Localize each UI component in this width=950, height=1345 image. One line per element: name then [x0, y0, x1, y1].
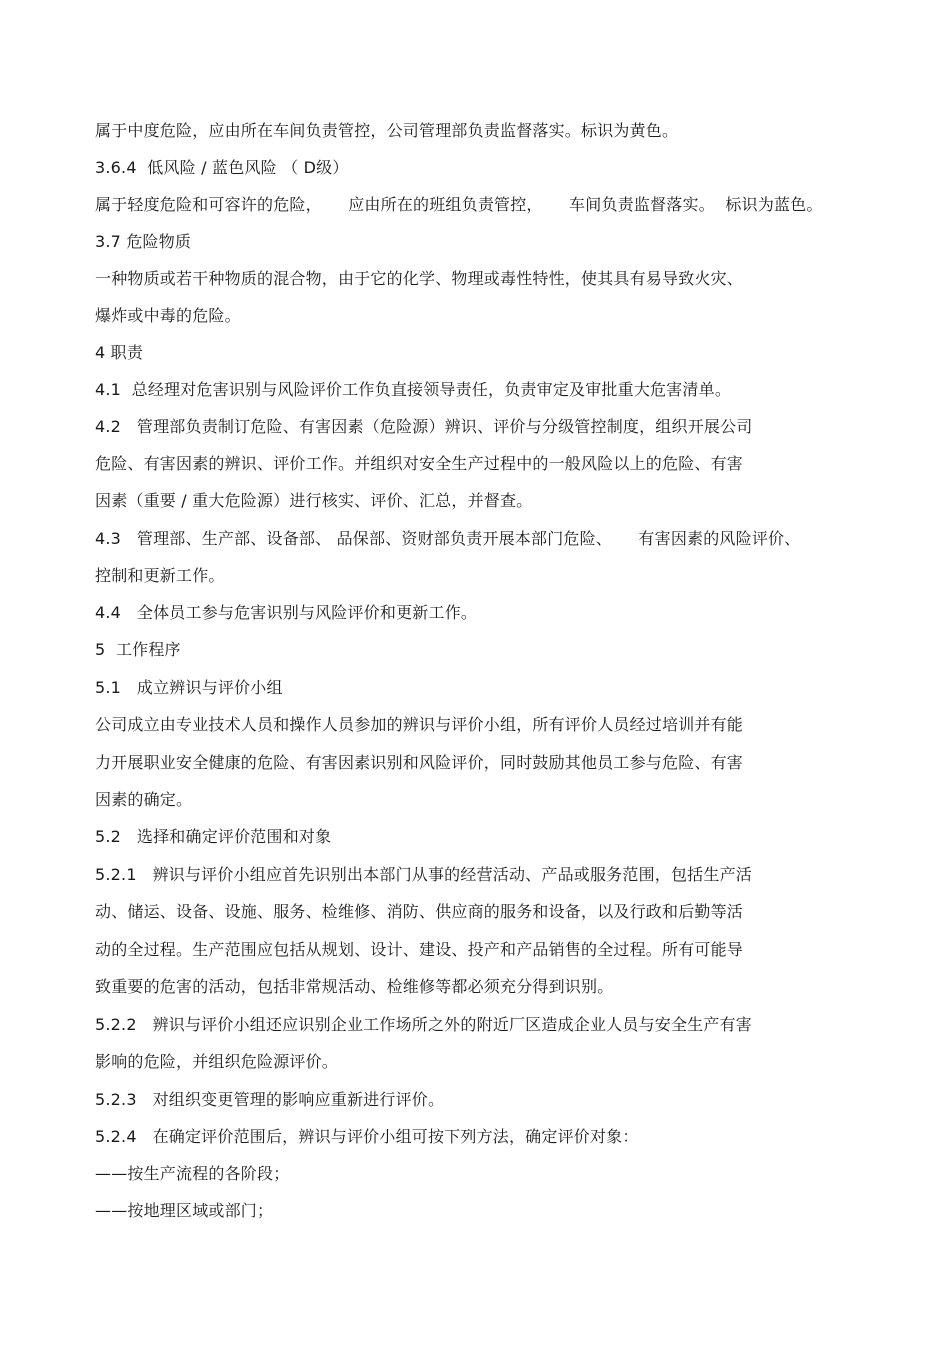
- text-line: 公司成立由专业技术人员和操作人员参加的辨识与评价小组，所有评价人员经过培训并有能: [95, 715, 744, 734]
- text-line: 属于轻度危险和可容许的危险， 应由所在的班组负责管控， 车间负责监督落实。 标识为蓝色。: [95, 195, 823, 214]
- list-item: ——按生产流程的各阶段；: [95, 1164, 290, 1183]
- text-line: 危险、有害因素的辨识、评价工作。并组织对安全生产过程中的一般风险以上的危险、有害: [95, 454, 744, 473]
- text-line: 动的全过程。生产范围应包括从规划、设计、建设、投产和产品销售的全过程。所有可能导: [95, 940, 744, 959]
- text-line: 致重要的危害的活动，包括非常规活动、检维修等都必须充分得到识别。: [95, 977, 614, 996]
- section-heading: 3.6.4 低风险 / 蓝色风险 （ D级）: [95, 158, 349, 177]
- text-line: 力开展职业安全健康的危险、有害因素识别和风险评价，同时鼓励其他员工参与危险、有害: [95, 753, 744, 772]
- section-heading: 4 职责: [95, 343, 144, 362]
- text-line: 5.2.1 辨识与评价小组应首先识别出本部门从事的经营活动、产品或服务范围，包括生产活: [95, 865, 752, 884]
- text-line: 控制和更新工作。: [95, 566, 225, 585]
- text-line: 5.2.2 辨识与评价小组还应识别企业工作场所之外的附近厂区造成企业人员与安全生产有害: [95, 1015, 752, 1034]
- section-heading: 3.7 危险物质: [95, 232, 192, 251]
- text-line: 影响的危险，并组织危险源评价。: [95, 1052, 339, 1071]
- section-heading: 5.2 选择和确定评价范围和对象: [95, 827, 332, 846]
- text-line: 因素（重要 / 重大危险源）进行核实、评价、汇总，并督查。: [95, 491, 533, 510]
- text-line: 一种物质或若干种物质的混合物，由于它的化学、物理或毒性特性，使其具有易导致火灾、: [95, 269, 744, 288]
- text-line: 爆炸或中毒的危险。: [95, 306, 241, 325]
- text-line: 5.2.4 在确定评价范围后，辨识与评价小组可按下列方法，确定评价对象：: [95, 1127, 639, 1146]
- text-line: 5.2.3 对组织变更管理的影响应重新进行评价。: [95, 1090, 445, 1109]
- list-item: ——按地理区域或部门；: [95, 1201, 274, 1220]
- text-line: 4.2 管理部负责制订危险、有害因素（危险源）辨识、评价与分级管控制度，组织开展公司: [95, 417, 753, 436]
- text-line: 4.4 全体员工参与危害识别与风险评价和更新工作。: [95, 603, 478, 622]
- text-line: 动、储运、设备、设施、服务、检维修、消防、供应商的服务和设备，以及行政和后勤等活: [95, 902, 744, 921]
- text-line: 4.3 管理部、生产部、设备部、 品保部、资财部负责开展本部门危险、 有害因素的风险评价、: [95, 529, 801, 548]
- text-line: 4.1 总经理对危害识别与风险评价工作负直接领导责任，负责审定及审批重大危害清单。: [95, 380, 732, 399]
- text-line: 属于中度危险，应由所在车间负责管控，公司管理部负责监督落实。标识为黄色。: [95, 121, 679, 140]
- section-heading: 5.1 成立辨识与评价小组: [95, 678, 283, 697]
- section-heading: 5 工作程序: [95, 640, 181, 659]
- text-line: 因素的确定。: [95, 790, 193, 809]
